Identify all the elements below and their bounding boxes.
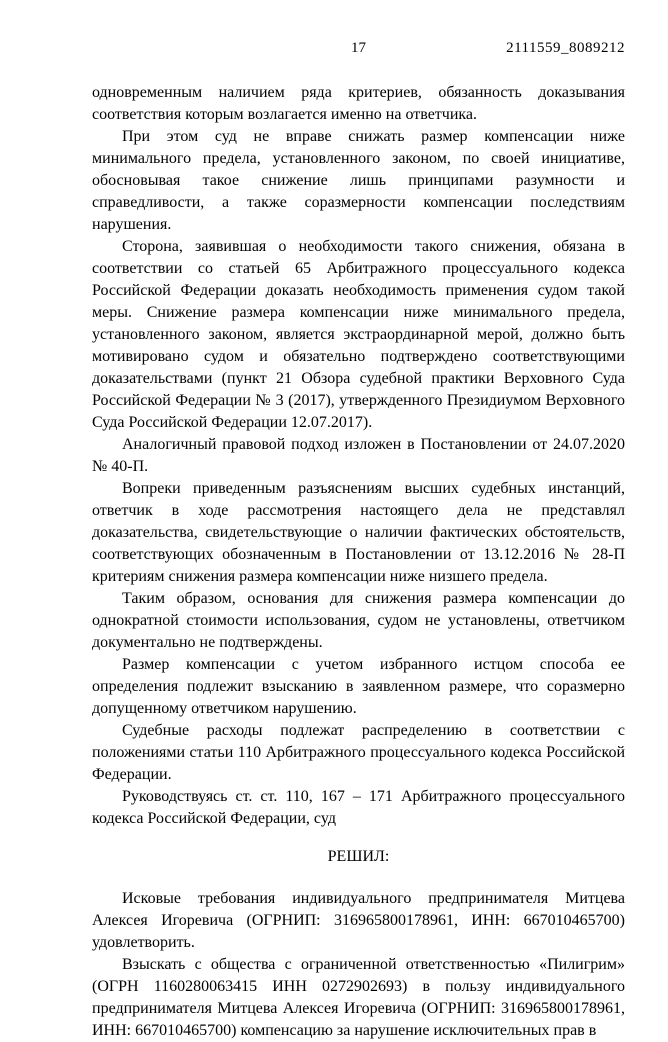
decision-heading: РЕШИЛ:	[327, 848, 390, 865]
decision-paragraph: Исковые требования индивидуального предпринимателя Митцева Алексея Игоревича (ОГРНИП: 316965800178961, ИНН: 667010465700) удовлетворить.	[92, 890, 625, 951]
document-id: 2111559_8089212	[506, 40, 625, 56]
paragraph: Размер компенсации с учетом избранного истцом способа ее определения подлежит взысканию в заявленном размере, что соразмерно допущенному ответчиком нарушению.	[92, 656, 625, 717]
decision-paragraph: Взыскать с общества с ограниченной ответственностью «Пилигрим» (ОГРН 1160280063415 ИНН 0272902693) в пользу индивидуального предпринимателя Митцева Алексея Игоревича (ОГРНИП: 316965800178961, ИНН: 667010465700) компенсацию за нарушение исключительных прав в	[92, 956, 625, 1039]
paragraph: Судебные расходы подлежат распределению в соответствии с положениями статьи 110 Арбитражного процессуального кодекса Российской Федерации.	[92, 722, 625, 783]
page-header	[92, 38, 625, 58]
paragraph: При этом суд не вправе снижать размер компенсации ниже минимального предела, установленного законом, по своей инициативе, обосновывая такое снижение лишь принципами разумности и справедливости, а также соразмерности компенсации последствиям нарушения.	[92, 128, 625, 233]
paragraph: Сторона, заявившая о необходимости такого снижения, обязана в соответствии со статьей 65 Арбитражного процессуального кодекса Российской Федерации доказать необходимость применения судом такой меры. Снижение размера компенсации ниже минимального предела, установленного законом, является экстраординарной мерой, должно быть мотивировано судом и обязательно подтверждено соответствующими доказательствами (пункт 21 Обзора судебной практики Верховного Суда Российской Федерации № 3 (2017), утвержденного Президиумом Верховного Суда Российской Федерации 12.07.2017).	[92, 238, 625, 431]
paragraph: Аналогичный правовой подход изложен в Постановлении от 24.07.2020 № 40-П.	[92, 436, 625, 475]
paragraph: Вопреки приведенным разъяснениям высших судебных инстанций, ответчик в ходе рассмотрения настоящего дела не представлял доказательства, свидетельствующие о наличии фактических обстоятельств, соответствующих обозначенным в Постановлении от 13.12.2016 № 28-П критериям снижения размера компенсации ниже низшего предела.	[92, 480, 625, 585]
document-body	[92, 82, 625, 1042]
page-number: 17	[351, 40, 366, 56]
paragraph-continuation: одновременным наличием ряда критериев, обязанность доказывания соответствия которым возлагается именно на ответчика.	[92, 84, 625, 123]
paragraph: Руководствуясь ст. ст. 110, 167 – 171 Арбитражного процессуального кодекса Российской Федерации, суд	[92, 788, 625, 827]
paragraph: Таким образом, основания для снижения размера компенсации до однократной стоимости использования, судом не установлены, ответчиком документально не подтверждены.	[92, 590, 625, 651]
